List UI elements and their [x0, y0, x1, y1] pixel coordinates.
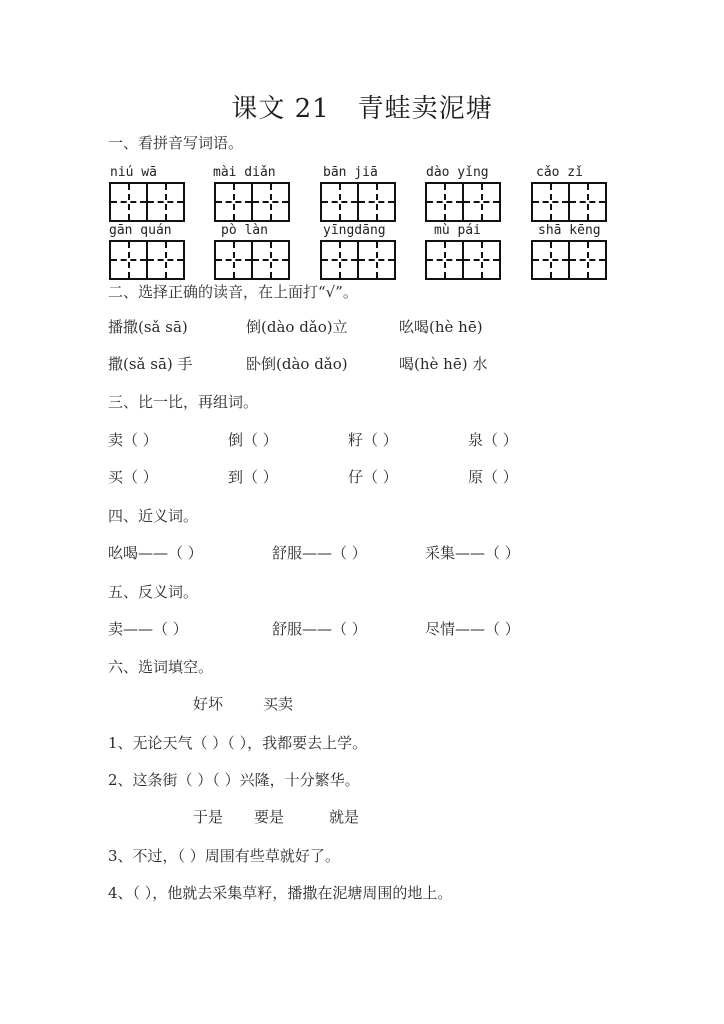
section2-heading: 二、选择正确的读音，在上面打“√”。 — [108, 283, 358, 301]
reading-choice[interactable]: 喝(hè hē) 水 — [399, 355, 488, 373]
writing-grid[interactable] — [320, 182, 396, 222]
antonym-item[interactable]: 舒服——（ ） — [272, 620, 367, 638]
fill-question-1[interactable]: 1、无论天气（ ）（ ），我都要去上学。 — [108, 734, 368, 752]
pinyin-label: mài diǎn — [213, 165, 276, 180]
writing-grid[interactable] — [109, 182, 185, 222]
synonym-item[interactable]: 采集——（ ） — [425, 544, 520, 562]
compare-item[interactable]: 原（ ） — [468, 468, 518, 486]
word-choice: 就是 — [329, 808, 360, 826]
fill-question-4[interactable]: 4、（ ），他就去采集草籽，播撒在泥塘周围的地上。 — [108, 884, 453, 902]
compare-item[interactable]: 仔（ ） — [348, 468, 398, 486]
compare-item[interactable]: 到（ ） — [228, 468, 278, 486]
reading-choice[interactable]: 吆喝(hè hē) — [399, 318, 483, 336]
compare-item[interactable]: 倒（ ） — [228, 431, 278, 449]
pinyin-label: pò làn — [221, 223, 268, 238]
fill-question-3[interactable]: 3、不过，（ ）周围有些草就好了。 — [108, 847, 340, 865]
pinyin-label: dào yǐng — [426, 165, 489, 180]
reading-choice[interactable]: 卧倒(dào dǎo) — [246, 355, 348, 373]
lesson-name: 青蛙卖泥塘 — [357, 94, 493, 124]
word-choice: 买卖 — [263, 695, 294, 713]
pinyin-label: cǎo zǐ — [536, 165, 583, 180]
synonym-item[interactable]: 吆喝——（ ） — [108, 544, 203, 562]
section5-heading: 五、反义词。 — [108, 583, 199, 601]
writing-grid[interactable] — [531, 182, 607, 222]
fill-question-2[interactable]: 2、这条街（ ）（ ）兴隆，十分繁华。 — [108, 771, 360, 789]
compare-item[interactable]: 籽（ ） — [348, 431, 398, 449]
page-title — [0, 88, 724, 125]
section1-heading: 一、看拼音写词语。 — [108, 134, 244, 152]
writing-grid[interactable] — [425, 240, 501, 280]
compare-item[interactable]: 泉（ ） — [468, 431, 518, 449]
reading-choice[interactable]: 播撒(sǎ sā) — [108, 318, 188, 336]
compare-item[interactable]: 买（ ） — [108, 468, 158, 486]
section3-heading: 三、比一比，再组词。 — [108, 393, 259, 411]
antonym-item[interactable]: 卖——（ ） — [108, 620, 188, 638]
writing-grid[interactable] — [214, 182, 290, 222]
reading-choice[interactable]: 倒(dào dǎo)立 — [246, 318, 348, 336]
word-choice: 于是 — [193, 808, 224, 826]
pinyin-label: yīngdāng — [323, 223, 386, 238]
lesson-number: 课文 21 — [231, 94, 330, 124]
section6-heading: 六、选词填空。 — [108, 658, 214, 676]
word-choice: 要是 — [254, 808, 285, 826]
writing-grid[interactable] — [531, 240, 607, 280]
writing-grid[interactable] — [425, 182, 501, 222]
word-choice: 好坏 — [193, 695, 224, 713]
pinyin-label: gān quán — [109, 223, 172, 238]
reading-choice[interactable]: 撒(sǎ sā) 手 — [108, 355, 193, 373]
compare-item[interactable]: 卖（ ） — [108, 431, 158, 449]
writing-grid[interactable] — [109, 240, 185, 280]
section4-heading: 四、近义词。 — [108, 507, 199, 525]
synonym-item[interactable]: 舒服——（ ） — [272, 544, 367, 562]
writing-grid[interactable] — [214, 240, 290, 280]
pinyin-label: shā kēng — [538, 223, 601, 238]
pinyin-label: bān jiā — [323, 165, 378, 180]
pinyin-label: niú wā — [110, 165, 157, 180]
writing-grid[interactable] — [320, 240, 396, 280]
pinyin-label: mù pái — [434, 223, 481, 238]
antonym-item[interactable]: 尽情——（ ） — [425, 620, 520, 638]
